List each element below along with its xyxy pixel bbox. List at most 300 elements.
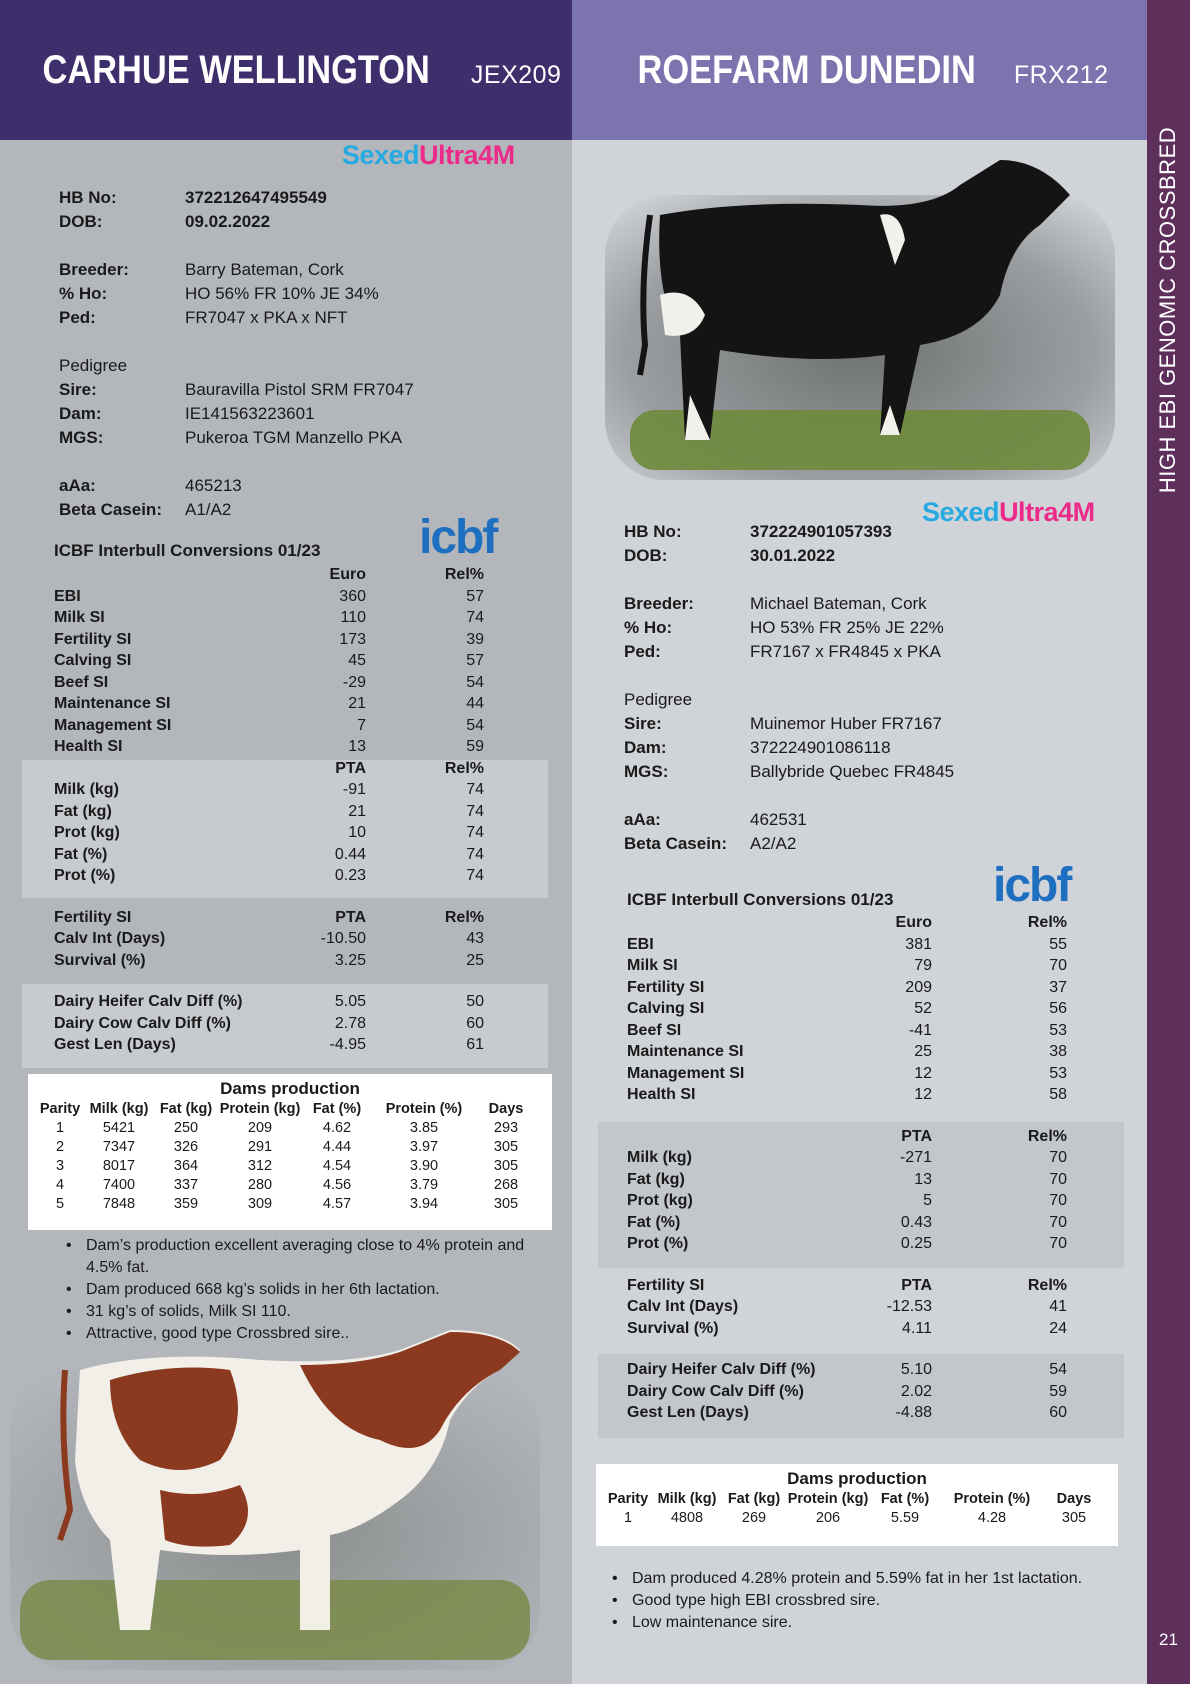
stat-rel: 60 [466,1014,484,1032]
index-row [627,998,1087,1020]
fertility-header [627,1275,1087,1297]
stat-label: Management SI [54,716,172,734]
stat-rel: 53 [1049,1021,1067,1039]
index-row [627,934,1087,956]
milk-row [627,1212,1087,1234]
stat-value: 2.02 [900,1382,932,1400]
pedigree-title-left: Pedigree [59,356,128,375]
stat-label: Calving SI [627,1000,705,1017]
pedigree-row [59,426,414,450]
stat-value: PTA [335,759,366,777]
stat-label: Milk SI [627,957,678,974]
stat-rel: 70 [1049,1170,1067,1188]
dams-col-header: Fat (%) [880,1490,930,1507]
stat-value: -4.88 [895,1404,932,1421]
dams-col-header: Days [488,1100,524,1117]
stat-rel: 61 [466,1036,484,1053]
stat-rel: 55 [1049,935,1067,953]
info-label: Ped: [59,308,96,327]
dams-cell: 326 [173,1138,199,1155]
stat-value: PTA [335,908,366,926]
dams-cell: 1 [55,1119,65,1136]
info-label: % Ho: [624,618,673,637]
stat-rel: 54 [466,716,484,734]
stat-rel: 43 [466,930,484,947]
stat-rel: 53 [1049,1064,1067,1082]
dams-cell: 2 [55,1138,65,1155]
dams-cell: 4.28 [977,1509,1007,1526]
stat-rel: Rel% [444,908,484,926]
dams-cell: 293 [493,1119,519,1136]
stat-value: -4.95 [329,1036,366,1053]
stat-label: Prot (%) [54,867,116,884]
stat-value: -10.50 [320,930,366,947]
info-row [624,616,944,640]
info-value: HO 53% FR 25% JE 22% [750,618,944,637]
dams-cell: 4.44 [322,1138,352,1155]
info-row [624,640,944,664]
info-row [59,258,379,282]
bull-photo-right [600,155,1120,485]
info-value: FR7167 x FR4845 x PKA [750,642,941,661]
stat-value: 45 [348,652,366,669]
stat-label: Dairy Heifer Calv Diff (%) [627,1361,816,1378]
dams-cell: 5.59 [890,1509,920,1526]
info-value: FR7047 x PKA x NFT [185,308,348,327]
stat-value: 21 [348,695,366,712]
genetics-row [624,808,807,832]
stat-rel: 54 [466,673,484,691]
pedigree-label: MGS: [624,762,669,781]
stat-rel: Rel% [444,759,484,777]
stat-value: 381 [905,935,932,953]
bull-code-right: FRX212 [1013,60,1109,89]
dams-cell: 5 [55,1195,65,1212]
dams-header-row [38,1099,534,1118]
dams-cell: 3.85 [409,1119,439,1136]
page-number: 21 [1159,1630,1178,1649]
genetics-value: 462531 [750,810,807,829]
info-value: Michael Bateman, Cork [750,594,927,613]
stat-rel: 70 [1049,1149,1067,1166]
pedigree-row [59,378,414,402]
stat-label: Prot (kg) [54,824,120,841]
stat-value: 12 [914,1086,932,1103]
stat-rel: 44 [466,695,484,712]
dob-right: 30.01.2022 [750,546,836,565]
spacer [54,887,514,907]
stat-value: 5 [923,1192,932,1209]
stats-header-pta [54,758,514,780]
stat-rel: Rel% [1027,914,1067,931]
dams-cell: 269 [741,1509,767,1526]
pedigree-row [624,760,954,784]
dams-cell: 7848 [102,1195,136,1212]
dams-cell: 206 [815,1509,841,1526]
stat-rel: 54 [1049,1361,1067,1378]
stat-value: 7 [357,716,366,734]
dams-col-header: Protein (%) [953,1490,1031,1507]
spacer [627,1106,1087,1126]
stat-value: 25 [914,1043,932,1060]
stat-value: 21 [348,802,366,820]
dams-row [38,1194,534,1213]
stat-value: 79 [914,957,932,974]
stat-value: 209 [905,978,932,996]
fertility-row [627,1296,1087,1318]
stat-label: Survival (%) [627,1319,719,1337]
stat-rel: 74 [466,609,484,626]
stat-rel: 74 [466,845,484,863]
dams-col-header: Fat (%) [312,1100,362,1117]
stat-rel: 70 [1049,957,1067,974]
genetics-label: aAa: [59,476,96,495]
stat-rel: 70 [1049,1192,1067,1209]
dams-row [38,1118,534,1137]
bull-name-left: CARHUE WELLINGTON [42,47,430,92]
milk-row [627,1190,1087,1212]
dams-cell: 305 [1061,1509,1087,1526]
stat-value: 13 [348,738,366,755]
note-item: • Low maintenance sire. [606,1612,1126,1634]
info-row [59,306,379,330]
stat-label: Milk (kg) [627,1149,692,1166]
stat-value: 10 [348,824,366,841]
pedigree-row [59,402,414,426]
hb-number-left: 372212647495549 [185,188,327,207]
dams-cell: 305 [493,1138,519,1155]
dams-table [38,1099,534,1213]
dams-title: Dams production [220,1079,360,1098]
stat-rel: 70 [1049,1213,1067,1231]
note-item: • Dam produced 668 kg’s solids in her 6th lactation. [60,1279,540,1301]
stat-value: Euro [329,566,366,583]
pedigree-value: Bauravilla Pistol SRM FR7047 [185,380,414,399]
dams-header-row [606,1489,1102,1508]
spacer [627,1255,1087,1275]
stat-label: Maintenance SI [54,695,171,712]
stat-label: Survival (%) [54,951,146,969]
genetics-block-right [624,808,807,856]
fertility-row [627,1318,1087,1340]
dams-cell: 3.90 [409,1157,439,1174]
stat-value: 110 [340,609,366,626]
stat-label: Maintenance SI [627,1043,744,1060]
stat-label: Milk (kg) [54,781,119,798]
dams-cell: 4.56 [322,1176,352,1193]
dams-cell: 3.94 [409,1195,439,1212]
index-row [54,715,514,737]
stat-label: Fertility SI [627,978,705,996]
genetics-value: A1/A2 [185,500,232,519]
dams-col-header: Parity [607,1490,649,1507]
stat-label: Gest Len (Days) [54,1036,176,1053]
calving-row [627,1359,1087,1381]
dams-production-left [28,1074,552,1230]
stat-rel: 59 [466,738,484,755]
stat-rel: 57 [466,652,484,669]
stats-header-euro [627,912,1087,934]
genetics-value: 465213 [185,476,242,495]
pedigree-label: Dam: [624,738,667,757]
spacer [54,971,514,991]
stat-rel: 24 [1049,1319,1067,1337]
pedigree-block-left [59,378,414,450]
stat-rel: Rel% [1027,1276,1067,1294]
milk-row [627,1169,1087,1191]
index-row [54,629,514,651]
fertility-row [54,950,514,972]
fertility-row [54,928,514,950]
icbf-title-right: ICBF Interbull Conversions 01/23 [627,890,894,909]
stat-rel: 59 [1049,1382,1067,1400]
stats-header-pta [627,1126,1087,1148]
dams-col-header: Fat (kg) [727,1490,781,1507]
dams-col-header: Protein (%) [385,1100,463,1117]
info-row [624,592,944,616]
stat-rel: 74 [466,802,484,820]
dams-cell: 4808 [670,1509,704,1526]
stat-label: Fertility SI [627,1276,705,1294]
stat-value: 12 [914,1064,932,1082]
stat-label: EBI [627,935,654,953]
calving-row [627,1381,1087,1403]
stat-value: 5.10 [900,1361,932,1378]
stat-rel: 74 [466,781,484,798]
stat-rel: 37 [1049,978,1067,996]
stat-label: Fat (kg) [54,802,112,820]
index-row [627,1063,1087,1085]
dams-col-header: Milk (kg) [89,1100,149,1117]
stat-label: Milk SI [54,609,105,626]
info-row [59,282,379,306]
index-row [54,607,514,629]
sexed-ultra-logo-right: SexedUltra4M [922,497,1095,527]
stat-value: 173 [339,630,366,648]
index-row [54,693,514,715]
milk-row [627,1147,1087,1169]
pedigree-label: Dam: [59,404,102,423]
dams-cell: 1 [623,1509,633,1526]
genetics-label: Beta Casein: [624,834,727,853]
pedigree-label: MGS: [59,428,104,447]
info-block-left [59,258,379,330]
stat-value: 0.44 [334,845,366,863]
index-row [627,955,1087,977]
stat-value: 0.43 [900,1213,932,1231]
stat-value: 52 [914,1000,932,1017]
stat-value: -29 [342,673,366,691]
stat-rel: 58 [1049,1086,1067,1103]
info-label: Ped: [624,642,661,661]
stat-label: Fat (%) [54,845,108,863]
note-item: • Attractive, good type Crossbred sire.. [60,1323,540,1345]
stat-rel: 39 [466,630,484,648]
dams-col-header: Fat (kg) [159,1100,213,1117]
stat-label: Beef SI [627,1021,682,1039]
stat-label: Fat (%) [627,1213,681,1231]
pedigree-value: IE141563223601 [185,404,315,423]
dams-title: Dams production [787,1469,927,1488]
stat-value: Euro [895,914,932,931]
milk-row [54,865,514,887]
stats-header-euro [54,564,514,586]
stat-value: 360 [339,587,366,605]
dams-cell: 280 [247,1176,273,1193]
stat-rel: 70 [1049,1235,1067,1252]
index-row [627,1020,1087,1042]
stat-label: EBI [54,587,81,605]
stat-rel: 56 [1049,1000,1067,1017]
stat-rel: 74 [466,867,484,884]
pedigree-row [624,712,954,736]
genetics-row [59,474,242,498]
dams-col-header: Protein (kg) [787,1490,869,1507]
stat-label: Fertility SI [54,630,132,648]
stat-label: Fat (kg) [627,1170,685,1188]
dams-cell: 209 [247,1119,273,1136]
stat-label: Prot (%) [627,1235,689,1252]
fertility-header [54,907,514,929]
stat-rel: 74 [466,824,484,841]
dams-row [38,1137,534,1156]
genetics-label: Beta Casein: [59,500,162,519]
stat-rel: Rel% [1027,1127,1067,1145]
dams-cell: 359 [173,1195,199,1212]
calving-row [54,991,514,1013]
index-row [54,586,514,608]
pedigree-value: Muinemor Huber FR7167 [750,714,942,733]
id-block-left: HB No: 372212647495549 DOB: 09.02.2022 [59,186,327,234]
pedigree-value: Pukeroa TGM Manzello PKA [185,428,402,447]
stat-label: Dairy Cow Calv Diff (%) [627,1382,804,1400]
info-label: % Ho: [59,284,108,303]
bull-photo-left [0,1310,552,1684]
stat-value: 13 [914,1170,932,1188]
stat-value: 5.05 [334,993,366,1010]
dams-cell: 7347 [102,1138,136,1155]
stat-label: Calv Int (Days) [54,930,166,947]
note-item: • 31 kg’s of solids, Milk SI 110. [60,1301,540,1323]
dams-cell: 268 [493,1176,519,1193]
hb-number-right: 372224901057393 [750,522,892,541]
dams-cell: 4.57 [322,1195,352,1212]
pedigree-row [624,736,954,760]
milk-row [54,822,514,844]
right-header [572,0,1147,140]
stat-rel: 57 [466,587,484,605]
notes-right [606,1568,1126,1634]
genetics-row [59,498,242,522]
stat-label: Health SI [54,738,123,755]
index-row [54,736,514,758]
stats-left [54,564,514,1056]
dams-cell: 312 [247,1157,273,1174]
dams-cell: 7400 [102,1176,136,1193]
dams-cell: 305 [493,1157,519,1174]
dams-cell: 4.62 [322,1119,352,1136]
note-item: • Dam’s production excellent averaging close to 4% protein and [60,1235,540,1257]
stat-label: Health SI [627,1086,696,1103]
stat-rel: 60 [1049,1404,1067,1421]
dams-row [606,1508,1102,1527]
stat-value: -91 [342,781,366,798]
dob-left: 09.02.2022 [185,212,271,231]
stat-label: Dairy Heifer Calv Diff (%) [54,993,243,1010]
calving-row [54,1013,514,1035]
bull-code-left: JEX209 [470,60,562,89]
dams-cell: 364 [173,1157,199,1174]
stat-label: Calving SI [54,652,132,669]
index-row [54,650,514,672]
icbf-logo-right: icbf [993,859,1071,912]
info-label: Breeder: [59,260,129,279]
spacer [627,1339,1087,1359]
dams-cell: 291 [247,1138,273,1155]
dams-col-header: Days [1056,1490,1092,1507]
dams-cell: 3.79 [409,1176,439,1193]
info-label: Breeder: [624,594,694,613]
index-row [627,1041,1087,1063]
dams-cell: 250 [173,1119,199,1136]
pedigree-block-right [624,712,954,784]
stat-label: Gest Len (Days) [627,1404,749,1421]
dams-col-header: Protein (kg) [219,1100,301,1117]
stat-label: Calv Int (Days) [627,1298,739,1315]
dams-col-header: Milk (kg) [657,1490,717,1507]
pedigree-title-right: Pedigree [624,690,693,709]
stat-value: 0.23 [334,867,366,884]
info-block-right [624,592,944,664]
pedigree-value: 372224901086118 [750,738,891,757]
index-row [54,672,514,694]
note-item: 4.5% fat. [86,1259,150,1276]
stat-label: Prot (kg) [627,1192,693,1209]
dams-production-right [596,1464,1118,1546]
stat-value: PTA [901,1127,932,1145]
left-header [0,0,572,140]
index-row [627,977,1087,999]
genetics-row [624,832,807,856]
icbf-logo-left: icbf [419,511,497,564]
stat-value: -271 [899,1149,932,1166]
pedigree-label: Sire: [59,380,97,399]
stat-rel: Rel% [444,566,484,583]
stat-value: PTA [901,1276,932,1294]
id-block-right: HB No: 372224901057393 DOB: 30.01.2022 [624,520,892,568]
calving-row [54,1034,514,1056]
dams-cell: 4.54 [322,1157,352,1174]
milk-row [627,1233,1087,1255]
dams-cell: 8017 [102,1157,136,1174]
milk-row [54,844,514,866]
bull-name-right: ROEFARM DUNEDIN [638,47,977,92]
stat-value: 3.25 [334,951,366,969]
dams-col-header: Parity [39,1100,81,1117]
stat-value: 2.78 [334,1014,366,1032]
dams-row [38,1156,534,1175]
stats-right [627,912,1087,1424]
icbf-title-left: ICBF Interbull Conversions 01/23 [54,541,321,560]
stat-label: Beef SI [54,673,109,691]
side-band-text: HIGH EBI GENOMIC CROSSBRED [1155,126,1180,494]
info-value: HO 56% FR 10% JE 34% [185,284,379,303]
stat-value: 4.11 [902,1319,932,1337]
genetics-value: A2/A2 [750,834,797,853]
stat-rel: 25 [466,951,484,969]
note-item: • Dam produced 4.28% protein and 5.59% fat in her 1st lactation. [606,1568,1126,1590]
stat-rel: 50 [466,993,484,1010]
